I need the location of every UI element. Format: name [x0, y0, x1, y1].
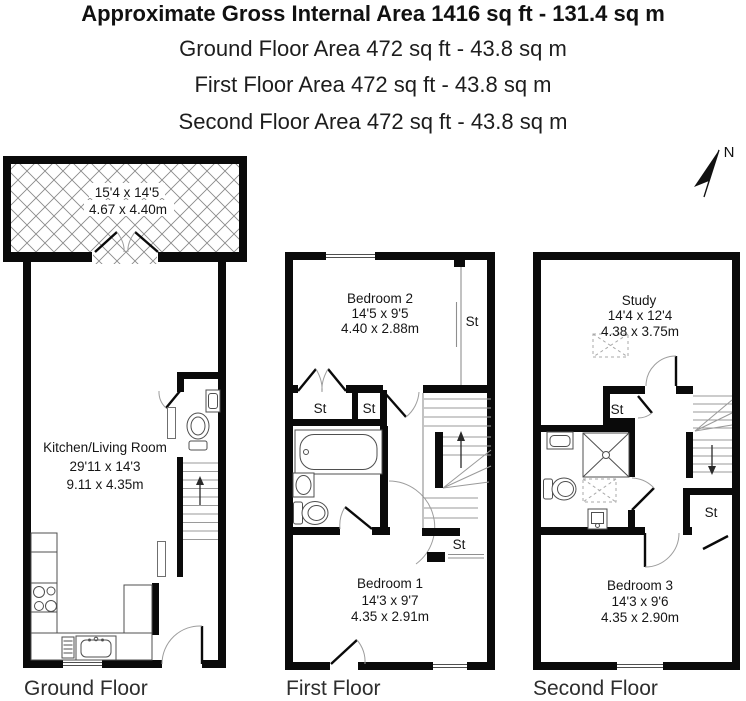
kitchen-stub-wall: [152, 583, 159, 635]
closet-double-door: [298, 369, 346, 392]
bedroom2-window: [326, 252, 375, 260]
kitchen-living-name: Kitchen/Living Room: [43, 440, 167, 455]
bedroom3-dims-imperial: 14'3 x 9'6: [611, 594, 669, 609]
storage-label: St: [452, 537, 466, 552]
study-name: Study: [621, 293, 657, 308]
kitchen-living-dims-metric: 9.11 x 4.35m: [66, 477, 144, 492]
bathroom-door: [340, 507, 372, 529]
first-floor-caption: First Floor: [286, 677, 381, 700]
storage-label: St: [313, 401, 327, 416]
second-floor-area-line: Second Floor Area 472 sq ft - 43.8 sq m: [178, 109, 568, 134]
study-dims-metric: 4.38 x 3.75m: [600, 324, 680, 339]
second-floor-caption: Second Floor: [533, 677, 658, 700]
bedroom1-name: Bedroom 1: [356, 576, 424, 591]
shower-basin-icon: [547, 432, 573, 449]
ground-floor-caption: Ground Floor: [24, 677, 148, 700]
wc-basin-icon: [206, 390, 220, 412]
bedroom3-window: [617, 662, 663, 670]
study-dims-imperial: 14'4 x 12'4: [607, 308, 673, 323]
entrance-door: [162, 626, 202, 664]
bathroom-basin-icon: [293, 473, 314, 497]
shower-icon: [583, 433, 629, 477]
radiator-icon: [168, 408, 176, 439]
bedroom2-dims-metric: 4.40 x 2.88m: [340, 321, 420, 336]
storage-door: [638, 396, 652, 418]
north-compass-icon: [694, 144, 734, 197]
sink-icon: [76, 636, 116, 660]
second-floor-plan: [533, 252, 740, 670]
storage-label: St: [704, 505, 718, 520]
first-floor-stairs: [423, 393, 491, 528]
kitchen-living-dims-imperial: 29'11 x 14'3: [69, 459, 141, 474]
storage-label: St: [362, 401, 376, 416]
north-label: N: [723, 144, 735, 161]
terrace-dims-metric: 4.67 x 4.40m: [88, 202, 168, 217]
storage-label: St: [465, 314, 479, 329]
bedroom1-window: [433, 662, 467, 670]
fridge-icon: [124, 585, 152, 633]
skylight-icon: [583, 479, 616, 502]
first-floor-plan: [285, 252, 495, 670]
bedroom2-dims-imperial: 14'5 x 9'5: [351, 306, 409, 321]
wc-door: [159, 391, 180, 408]
storage-right-door: [703, 536, 728, 549]
storage-partition: [457, 267, 462, 385]
first-floor-area-line: First Floor Area 472 sq ft - 43.8 sq m: [194, 72, 552, 97]
terrace-threshold-hatch: [93, 252, 157, 264]
bedroom2-door: [384, 392, 419, 417]
shower-toilet-icon: [544, 478, 577, 500]
ground-stairs: [177, 457, 218, 577]
ground-floor-plan: [3, 156, 247, 668]
bedroom1-dims-metric: 4.35 x 2.91m: [350, 609, 430, 624]
bathroom-toilet-icon: [294, 502, 329, 525]
second-floor-stairs: [686, 396, 732, 478]
vanity-sink-icon: [588, 509, 607, 529]
wc-toilet-icon: [187, 413, 209, 450]
bath-icon: [295, 430, 382, 474]
study-door: [646, 356, 676, 386]
shower-room-door: [632, 478, 654, 510]
bedroom3-name: Bedroom 3: [606, 578, 674, 593]
storage-label: St: [610, 402, 624, 417]
bedroom1-door-arc: [389, 481, 435, 564]
radiator-icon: [158, 542, 166, 577]
bedroom1-dims-imperial: 14'3 x 9'7: [361, 593, 419, 608]
kitchen-window: [63, 660, 102, 668]
dishwasher-icon: [62, 637, 74, 658]
bedroom3-dims-metric: 4.35 x 2.90m: [600, 610, 680, 625]
terrace-dims-imperial: 15'4 x 14'5: [94, 185, 160, 200]
page-title: Approximate Gross Internal Area 1416 sq ft - 131.4 sq m: [81, 1, 665, 26]
bedroom3-door: [645, 533, 679, 567]
bedroom2-name: Bedroom 2: [346, 291, 414, 306]
ground-floor-area-line: Ground Floor Area 472 sq ft - 43.8 sq m: [179, 36, 567, 61]
